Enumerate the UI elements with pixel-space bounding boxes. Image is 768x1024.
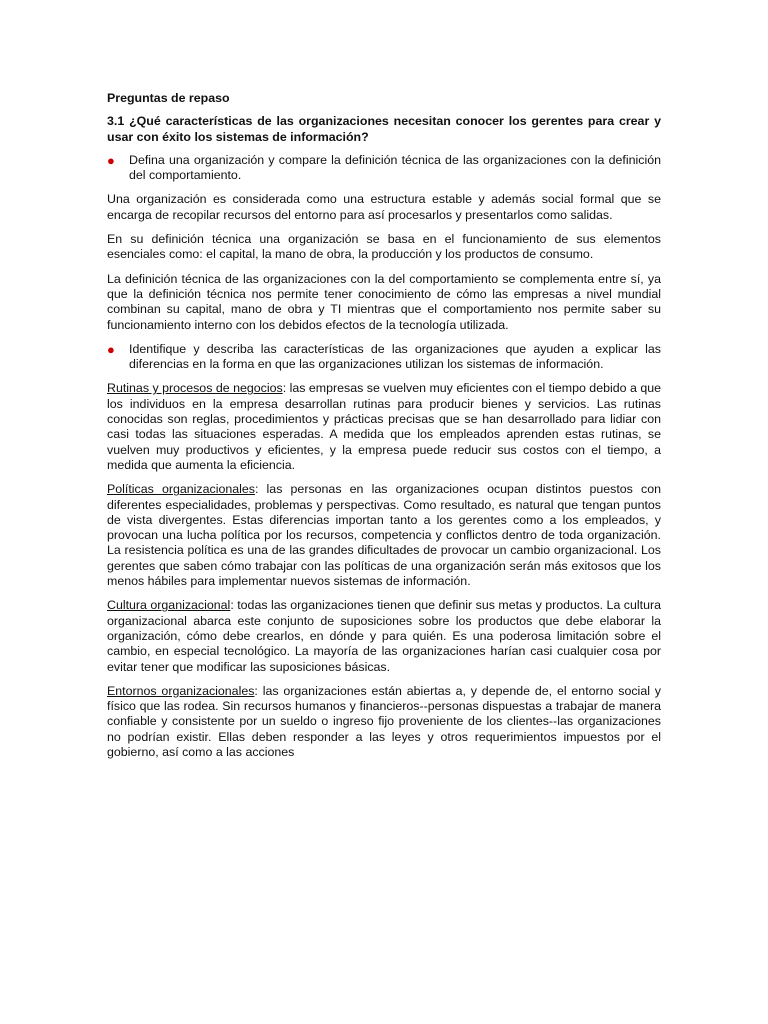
document-page [107,91,661,769]
paragraph-comparison: La definición técnica de las organizaciones con la del comportamiento se complementa entre sí, ya que la definición técnica nos permite tener conocimiento de cómo las empresas a nivel mundial combinan su capital, mano de obra y TI mientras que el comportamiento nos permite saber su funcionamiento interno con los debidos efectos de la tecnología utilizada. [107,271,661,332]
section-term: Cultura organizacional [107,598,231,613]
section-politics [107,482,661,589]
section-text: : las personas en las organizaciones ocupan distintos puestos con diferentes especialidades, problemas y perspectivas. Como resultado, es natural que tengan puntos de vista divergentes. Estas diferencias importan tanto a los gerentes como a los empleados, y provocan una lucha política por los recursos, competencia y conflictos dentro de toda organización. La resistencia política es una de las grandes dificultades de provocar un cambio organizacional. Los gerentes que saben cómo trabajar con las políticas de una organización serán más exitosos que los menos hábiles para implementar nuevos sistemas de información. [107,482,661,589]
paragraph-definition: Una organización es considerada como una estructura estable y además social formal que se encarga de recopilar recursos del entorno para así procesarlos y presentarlos como salidas. [107,192,661,222]
section-culture [107,598,661,674]
question-title: 3.1 ¿Qué características de las organizaciones necesitan conocer los gerentes para crear y usar con éxito los sistemas de información? [107,114,661,144]
bullet-item-define [107,153,661,184]
paragraph-technical: En su definición técnica una organización se basa en el funcionamiento de sus elementos esenciales como: el capital, la mano de obra, la producción y los productos de consumo. [107,232,661,262]
bullet-icon: ● [107,152,115,168]
bullet-icon: ● [107,341,115,357]
section-text: : todas las organizaciones tienen que definir sus metas y productos. La cultura organizacional abarca este conjunto de suposiciones sobre los productos que debe elaborar la organización, cómo debe crearlos, en dónde y para quién. Es una poderosa limitación sobre el cambio, en especial tecnológico. La mayoría de las organizaciones harían casi cualquier cosa por evitar tener que modificar las suposiciones básicas. [107,598,661,674]
section-routines [107,381,661,473]
section-environments [107,684,661,760]
section-term: Rutinas y procesos de negocios [107,381,283,396]
bullet-item-identify [107,342,661,373]
bullet-text: Identifique y describa las características de las organizaciones que ayuden a explicar las diferencias en la forma en que las organizaciones utilizan los sistemas de información. [129,341,661,372]
bullet-text: Defina una organización y compare la definición técnica de las organizaciones con la definición del comportamiento. [129,152,661,183]
section-text: : las organizaciones están abiertas a, y depende de, el entorno social y físico que las rodea. Sin recursos humanos y financieros--personas dispuestas a trabajar de manera confiable y consistente por un sueldo o ingreso fijo proveniente de los clientes--las organizaciones no podrían existir. Ellas deben responder a las leyes y otros requerimientos impuestos por el gobierno, así como a las acciones [107,683,661,759]
section-term: Políticas organizacionales [107,482,255,497]
section-text: : las empresas se vuelven muy eficientes con el tiempo debido a que los individuos en la empresa desarrollan rutinas para producir bienes y servicios. Las rutinas conocidas son reglas, procedimientos y prácticas precisas que se han desarrollado para lidiar con casi todas las situaciones esperadas. A medida que los empleados aprenden estas rutinas, se vuelven muy productivos y eficientes, y la empresa puede reducir sus costos con el tiempo, a medida que aumenta la eficiencia. [107,381,661,472]
page-heading: Preguntas de repaso [107,91,230,105]
section-term: Entornos organizacionales [107,683,255,698]
